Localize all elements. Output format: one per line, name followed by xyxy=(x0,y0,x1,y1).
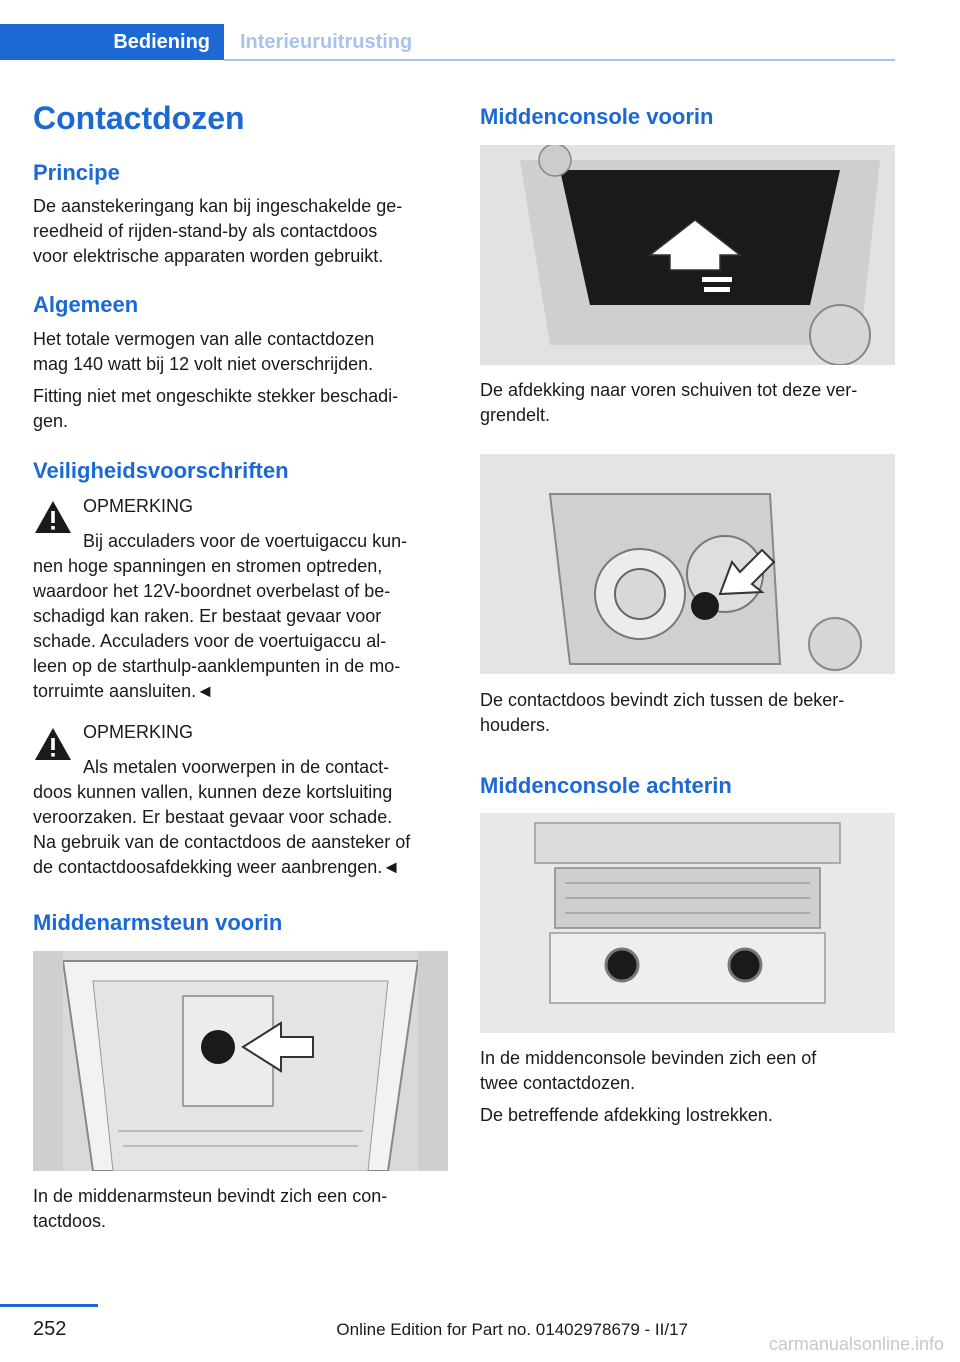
armsteun-caption-line-1: In de middenarmsteun bevindt zich een con- xyxy=(33,1186,388,1206)
note-1-line: torruimte aansluiten.◄ xyxy=(33,681,214,701)
note-1-label: OPMERKING xyxy=(83,496,194,516)
algemeen-p1-line-2: mag 140 watt bij 12 volt niet overschrijden. xyxy=(33,354,374,374)
warning-triangle-icon xyxy=(33,726,73,762)
achterin-caption-1-line-1: In de middenconsole bevinden zich een of xyxy=(480,1048,817,1068)
page-header xyxy=(0,24,895,62)
heading-middenarmsteun-voorin: Middenarmsteun voorin xyxy=(33,910,283,935)
note-1-line: nen hoge spanningen en stromen optreden, xyxy=(33,556,383,576)
page-number: 252 xyxy=(33,1318,67,1340)
footer-rule xyxy=(0,1304,98,1307)
heading-algemeen: Algemeen xyxy=(33,292,139,317)
heading-middenconsole-voorin: Middenconsole voorin xyxy=(480,104,714,129)
note-1-line: waardoor het 12V-boordnet overbelast of be- xyxy=(33,581,391,601)
tab-interieuruitrusting[interactable]: Interieuruitrusting xyxy=(240,30,413,53)
principe-line-3: voor elektrische apparaten worden gebruikt. xyxy=(33,246,384,266)
note-1-line: schadigd kan raken. Er bestaat gevaar voor xyxy=(33,606,382,626)
watermark: carmanualsonline.info xyxy=(768,1334,944,1354)
voorin-caption-2-line-1: De contactdoos bevindt zich tussen de beker- xyxy=(480,690,845,710)
edition-note: Online Edition for Part no. 01402978679 - II/17 xyxy=(336,1320,688,1339)
header-rule xyxy=(224,59,895,61)
tab-bediening[interactable]: Bediening xyxy=(0,24,224,60)
note-1-line: leen op de starthulp-aanklempunten in de mo- xyxy=(33,656,401,676)
voorin-caption-2-line-2: houders. xyxy=(480,715,551,735)
voorin-caption-1-line-1: De afdekking naar voren schuiven tot deze ver- xyxy=(480,380,858,400)
principe-line-1: De aanstekeringang kan bij ingeschakelde ge- xyxy=(33,196,403,216)
front-console-cover-illustration xyxy=(480,145,895,365)
armrest-storage-illustration xyxy=(33,951,448,1171)
heading-middenconsole-achterin: Middenconsole achterin xyxy=(480,773,732,798)
voorin-caption-1-line-2: grendelt. xyxy=(480,405,551,425)
heading-principe: Principe xyxy=(33,160,120,185)
note-2-line: de contactdoosafdekking weer aanbrengen.◄ xyxy=(33,857,401,877)
achterin-caption-2: De betreffende afdekking lostrekken. xyxy=(480,1105,773,1125)
note-1-line: schade. Acculaders voor de voertuigaccu al- xyxy=(33,631,387,651)
note-2-label: OPMERKING xyxy=(83,722,194,742)
armsteun-caption-line-2: tactdoos. xyxy=(33,1211,107,1231)
algemeen-p1-line-1: Het totale vermogen van alle contactdozen xyxy=(33,329,375,349)
achterin-caption-1-line-2: twee contactdozen. xyxy=(480,1073,636,1093)
note-2-line: doos kunnen vallen, kunnen deze kortsluiting xyxy=(33,782,393,802)
note-1-first-line: Bij acculaders voor de voertuigaccu kun- xyxy=(83,531,408,551)
principe-line-2: reedheid of rijden-stand-by als contactdoos xyxy=(33,221,378,241)
note-2-first-line: Als metalen voorwerpen in de contact- xyxy=(83,757,390,777)
algemeen-p2-line-1: Fitting niet met ongeschikte stekker beschadi- xyxy=(33,386,399,406)
algemeen-p2-line-2: gen. xyxy=(33,411,69,431)
heading-veiligheidsvoorschriften: Veiligheidsvoorschriften xyxy=(33,458,289,483)
note-2-line: Na gebruik van de contactdoos de aansteker of xyxy=(33,832,411,852)
rear-console-sockets-illustration xyxy=(480,813,895,1033)
cupholder-socket-illustration xyxy=(480,454,895,674)
note-2-line: veroorzaken. Er bestaat gevaar voor schade. xyxy=(33,807,393,827)
warning-triangle-icon xyxy=(33,499,73,535)
page-title: Contactdozen xyxy=(33,100,245,136)
